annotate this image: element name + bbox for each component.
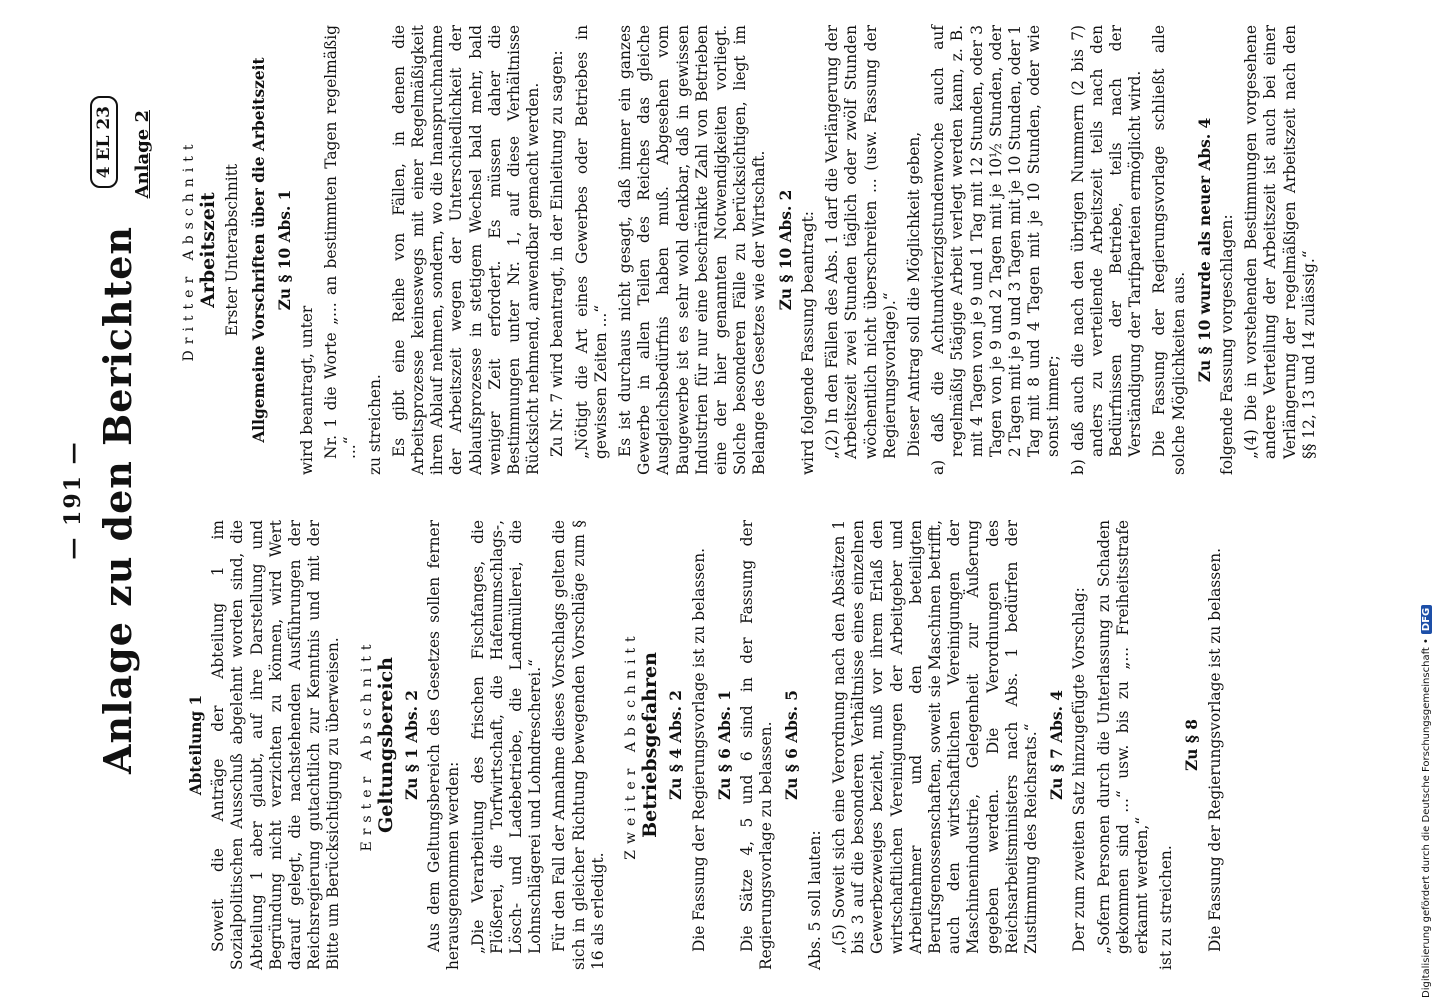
paragraph: Zu Nr. 7 wird beantragt, in der Einleitung zu sagen: — [548, 50, 567, 457]
heading-paragraph: Zu § 10 wurde als neuer Abs. 4 — [1195, 117, 1214, 383]
quote: „Sofern Personen durch die Unterlassung zu Schaden gekommen sind ...“ usw. bis zu „... Freiheitsstrafe erkannt werden,“ — [1094, 520, 1151, 954]
quote: „Nötigt die Art eines Gewerbes oder Betriebes in gewissen Zeiten ...“ — [572, 25, 610, 459]
paragraph: Aus dem Geltungsbereich des Gesetzes sollen ferner herausgenommen werden: — [425, 520, 463, 970]
page-number: — 191 — — [60, 440, 86, 560]
paragraph: Abs. 5 soll lauten: — [805, 830, 824, 970]
heading-paragraph: Zu § 4 Abs. 2 — [667, 689, 686, 801]
section-label: Dritter Abschnitt — [181, 138, 197, 362]
credit-text: Digitalisierung gefördert durch die Deutsche Forschungsgemeinschaft • — [1420, 638, 1432, 998]
section-title: Geltungsbereich — [374, 657, 397, 833]
heading-paragraph: Zu § 10 Abs. 1 — [275, 189, 294, 311]
section-title: Arbeitszeit — [197, 192, 220, 308]
paragraph: folgende Fassung vorgeschlagen: — [1217, 214, 1236, 475]
paragraph: Soweit die Anträge der Abteilung 1 im Sozialpolitischen Ausschuß abgelehnt worden sind, die Abteilung 1 aber glaubt, auf ihre Darstellung und Begründung nicht verzichten zu können, wird Wert darauf gelegt, die nachstehenden Ausführungen der Reichsregierung gutachtlich zur Kenntnis und mit der Bitte um Berücksichtigung zu überweisen. — [209, 520, 343, 970]
heading-paragraph: Zu § 6 Abs. 1 — [715, 689, 734, 801]
left-column — [180, 520, 1230, 970]
paragraph: Für den Fall der Annahme dieses Vorschlags gelten die sich in gleicher Richtung bewegenden Vorschläge zum § 16 als erledigt. — [550, 520, 607, 970]
quote: „(4) Die in vorstehenden Bestimmungen vorgesehene andere Verteilung der Arbeitszeit ist auch bei einer Verlängerung der regelmäßigen Arbeitszeit nach den §§ 12, 13 und 14 zulässig.“ — [1242, 25, 1318, 459]
subsection-title: Allgemeine Vorschriften über die Arbeitszeit — [249, 57, 268, 443]
section-label: Erster Abschnitt — [358, 638, 375, 852]
list-item: a) daß die Achtundvierzigstundenwoche auch auf regelmäßig 5tägige Arbeit verlegt werden kann, z. B. mit 4 Tagen von je 9 und 1 Tag mit 12 Stunden, oder 3 Tagen von je 9 und 2 Tagen mit je 10½ Stunden, oder 2 Tagen mit je 9 und 3 Tagen mit je 10 Stunden, oder 1 Tag mit 8 und 4 Tagen mit je 10 Stunden, oder wie sonst immer; — [929, 25, 1063, 475]
paragraph: wird beantragt, unter — [298, 305, 317, 475]
paragraph: Es gibt eine Reihe von Fällen, in denen die Arbeitsprozesse keineswegs mit einer Regelmäßigkeit ihren Ablauf nehmen, sondern, wo die Inanspruchnahme der Arbeitszeit wegen der Unterschiedlichkeit der Ablaufsprozesse in stetigem Wechsel bald mehr, bald weniger Zeit erfordert. Es müssen daher die Bestimmungen unter Nr. 1, auf diese Verhältnisse Rücksicht nehmend, anwendbar gemacht werden. — [389, 25, 543, 475]
paragraph: Die Fassung der Regierungsvorlage ist zu belassen. — [1205, 547, 1224, 952]
heading-paragraph: Zu § 7 Abs. 4 — [1048, 689, 1067, 801]
paragraph: ist zu streichen. — [1157, 845, 1176, 970]
heading-paragraph: Zu § 10 Abs. 2 — [776, 189, 795, 311]
heading-paragraph: Zu § 8 — [1183, 719, 1202, 771]
quote: „(2) In den Fällen des Abs. 1 darf die Verlängerung der Arbeitszeit zwei Stunden täglich oder zwölf Stunden wöchentlich nicht überschreiten ... (usw. Fassung der Regierungsvorlage).“ — [823, 25, 899, 459]
paragraph: Die Fassung der Regierungsvorlage schließt alle solche Möglichkeiten aus. — [1150, 25, 1188, 475]
paragraph: Es ist durchaus nicht gesagt, daß immer ein ganzes Gewerbe in allen Teilen des Reiches das gleiche Ausgleichsbedürfnis haben muß. Abgesehen vom Baugewerbe ist es sehr wohl denkbar, daß in gewissen Industrien für nur eine beschränkte Zahl von Betrieben eine der hier genannten Notwendigkeiten vorliegt. Solche besonderen Fälle zu berücksichtigen, liegt im Belange des Gesetzes wie der Wirtschaft. — [616, 25, 769, 475]
archive-stamp: 4 EL 23 — [90, 96, 118, 188]
paragraph: zu streichen. — [365, 374, 384, 475]
page-title: Anlage zu den Berichten — [95, 225, 140, 775]
heading-paragraph: Zu § 6 Abs. 5 — [783, 689, 802, 801]
paragraph: Die Sätze 4, 5 und 6 sind in der Fassung der Regierungsvorlage zu belassen. — [738, 520, 776, 970]
subsection-label: Erster Unterabschnitt — [223, 163, 242, 337]
dfg-logo: DFG — [1421, 605, 1432, 634]
paragraph: wird folgende Fassung beantragt: — [798, 211, 817, 475]
list-item: b) daß auch die nach den übrigen Nummern (2 bis 7) anders zu verteilende Arbeitszeit teils nach den Bedürfnissen der Betriebe, teils nach der Verständigung der Tarifparteien ermöglicht wird. — [1068, 25, 1145, 475]
paragraph: Der zum zweiten Satz hinzugefügte Vorschlag: — [1070, 587, 1089, 952]
anlage-label: Anlage 2 — [132, 110, 153, 199]
digitization-credit — [1418, 0, 1434, 998]
quote: „(5) Soweit sich eine Verordnung nach den Absätzen 1 bis 3 auf die besonderen Verhältnisse eines einzelnen Gewerbezweiges bezieht, muß vor ihrem Erlaß den wirtschaftlichen Vereinigungen der Arbeitgeber und Arbeitnehmer und den beteiligten Berufsgenossenschaften, soweit sie Maschinen betrifft, auch den wirtschaftlichen Vereinigungen der Maschinenindustrie, Gelegenheit zur Äußerung gegeben werden. Die Verordnungen des Reichsarbeitsministers nach Abs. 1 bedürfen der Zustimmung des Reichsrats.“ — [829, 520, 1040, 954]
paragraph: Dieser Antrag soll die Möglichkeit geben, — [904, 131, 923, 457]
right-column — [180, 25, 1324, 475]
paragraph: Die Fassung der Regierungsvorlage ist zu belassen. — [689, 547, 708, 952]
heading-paragraph: Zu § 1 Abs. 2 — [403, 689, 422, 801]
heading-abteilung: Abteilung 1 — [187, 694, 205, 796]
section-label: Zweiter Abschnitt — [623, 630, 640, 860]
quote: „Die Verarbeitung des frischen Fischfanges, die Flößerei, die Torfwirtschaft, die Hafenumschlags-, Lösch- und Ladebetriebe, die Landmüllerei, die Lohnschlägerei und Lohndrescherei.“ — [468, 520, 545, 954]
quote: Nr. 1 die Worte „... an bestimmten Tagen regelmäßig ...“ — [322, 25, 360, 459]
section-title: Betriebsgefahren — [639, 652, 662, 838]
